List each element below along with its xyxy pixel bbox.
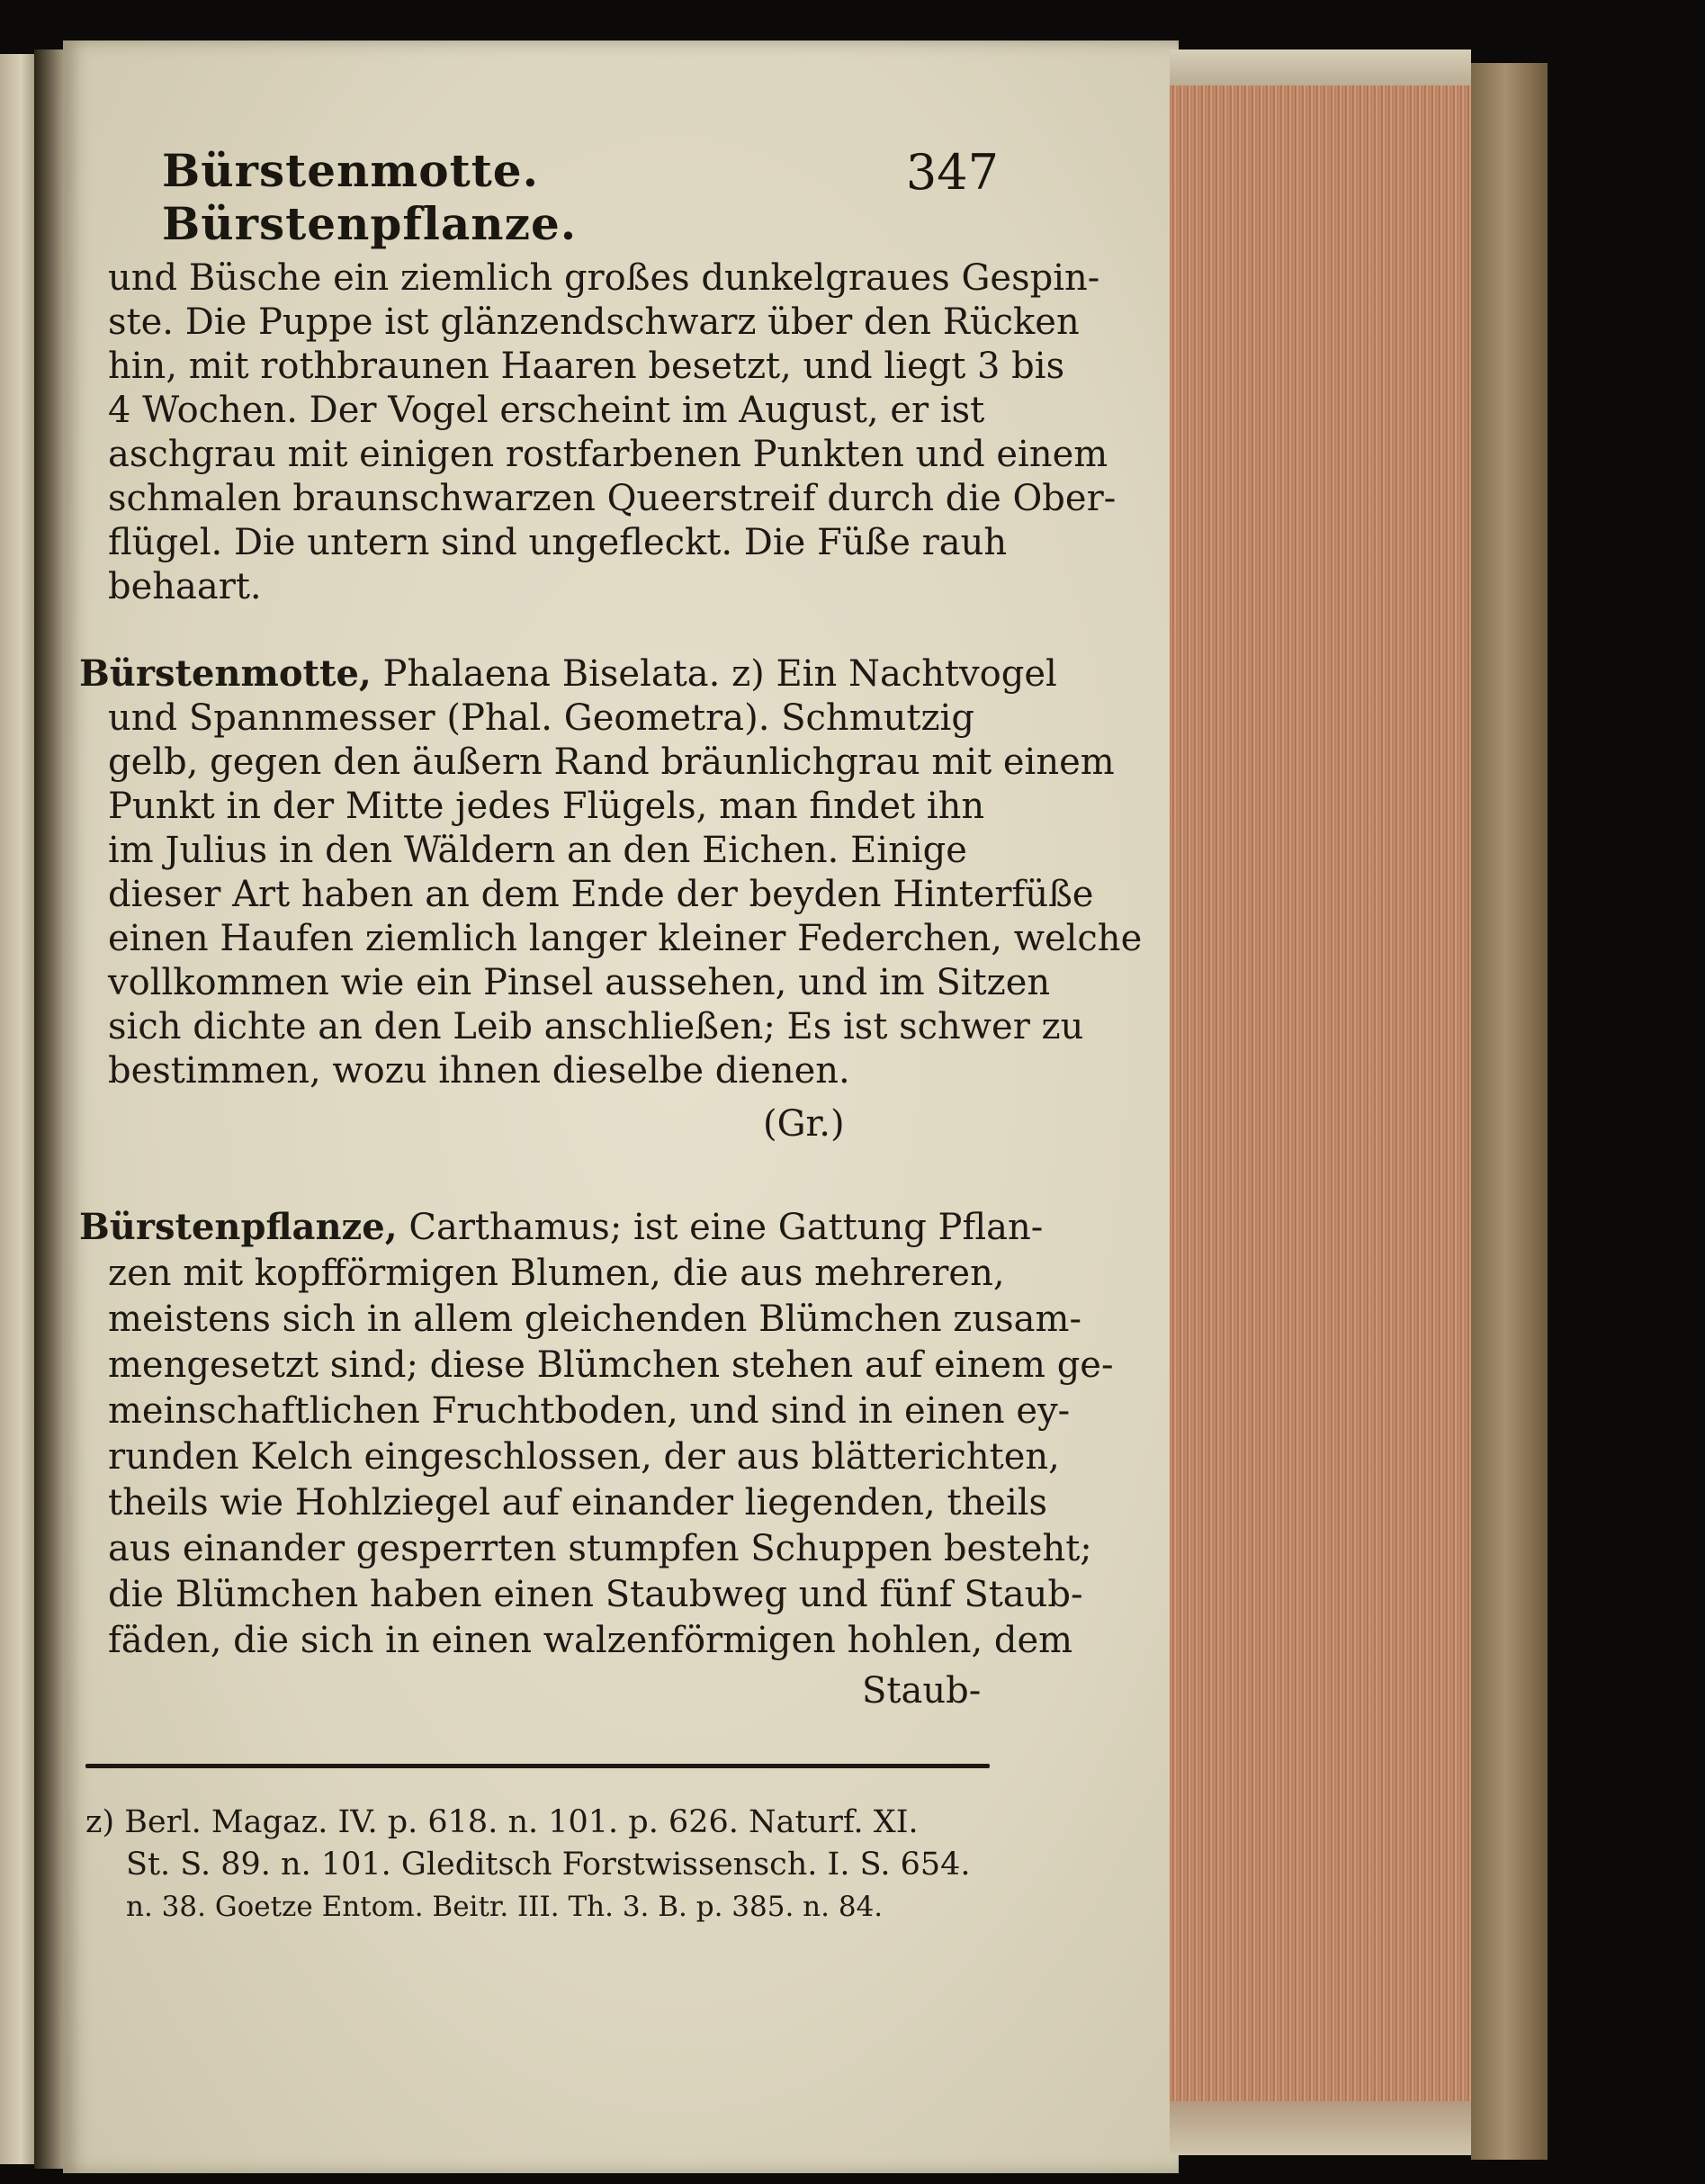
text-line: aschgrau mit einigen rostfarbenen Punkten und einem xyxy=(108,434,1108,475)
text-line: theils wie Hohlziegel auf einander liegenden, theils xyxy=(108,1482,1048,1523)
text-line: die Blümchen haben einen Staubweg und fünf Staub- xyxy=(108,1574,1083,1615)
header-right-title: Bürstenpflanze. xyxy=(162,197,578,250)
left-page-edge xyxy=(0,54,38,2164)
text-line: schmalen braunschwarzen Queerstreif durch die Ober- xyxy=(108,478,1117,519)
text-line: gelb, gegen den äußern Rand bräunlichgrau mit einem xyxy=(108,741,1115,783)
text-line: hin, mit rothbraunen Haaren besetzt, und liegt 3 bis xyxy=(108,346,1065,387)
text-line: meinschaftlichen Fruchtboden, und sind in einen ey- xyxy=(108,1390,1071,1432)
footnote-line: z) Berl. Magaz. IV. p. 618. n. 101. p. 626. Naturf. XI. xyxy=(85,1804,919,1840)
entry-first-line-text: Carthamus; ist eine Gattung Pflan- xyxy=(408,1207,1044,1248)
text-line: vollkommen wie ein Pinsel aussehen, und im Sitzen xyxy=(108,962,1051,1003)
footnote-rule xyxy=(85,1764,990,1768)
text-line: sich dichte an den Leib anschließen; Es ist schwer zu xyxy=(108,1006,1084,1047)
entry-first-line-text: Phalaena Biselata. z) Ein Nachtvogel xyxy=(382,653,1057,695)
text-line: fäden, die sich in einen walzenförmigen hohlen, dem xyxy=(108,1620,1073,1661)
text-line: flügel. Die untern sind ungefleckt. Die Füße rauh xyxy=(108,522,1008,563)
catchword: Staub- xyxy=(862,1670,982,1712)
running-header xyxy=(162,144,999,250)
page-number: 347 xyxy=(905,144,999,201)
book-gutter xyxy=(34,49,67,2169)
text-line: und Spannmesser (Phal. Geometra). Schmutzig xyxy=(108,697,974,739)
text-line: mengesetzt sind; diese Blümchen stehen auf einem ge- xyxy=(108,1344,1114,1386)
text-line: aus einander gesperrten stumpfen Schuppen besteht; xyxy=(108,1528,1092,1569)
text-line: runden Kelch eingeschlossen, der aus blätterichten, xyxy=(108,1436,1060,1478)
text-line: und Büsche ein ziemlich großes dunkelgraues Gespin- xyxy=(108,257,1100,299)
text-line: zen mit kopfförmigen Blumen, die aus mehreren, xyxy=(108,1253,1005,1294)
text-line: meistens sich in allem gleichenden Blümchen zusam- xyxy=(108,1299,1081,1340)
text-line: Punkt in der Mitte jedes Flügels, man findet ihn xyxy=(108,786,985,827)
text-line: dieser Art haben an dem Ende der beyden Hinterfüße xyxy=(108,874,1094,915)
entry-first-line xyxy=(79,1206,1043,1249)
text-line: ste. Die Puppe ist glänzendschwarz über den Rücken xyxy=(108,301,1080,343)
page-block-edge xyxy=(1170,49,1471,2155)
text-line: im Julius in den Wäldern an den Eichen. Einige xyxy=(108,830,967,871)
footnote-line: St. S. 89. n. 101. Gleditsch Forstwissensch. I. S. 654. xyxy=(126,1847,971,1883)
text-line: einen Haufen ziemlich langer kleiner Federchen, welche xyxy=(108,918,1143,959)
text-line: bestimmen, wozu ihnen dieselbe dienen. xyxy=(108,1050,850,1092)
author-signature: (Gr.) xyxy=(763,1103,845,1145)
footnote-line: n. 38. Goetze Entom. Beitr. III. Th. 3. B. p. 385. n. 84. xyxy=(126,1891,884,1923)
text-line: 4 Wochen. Der Vogel erscheint im August, er ist xyxy=(108,390,985,431)
entry-lemma: Bürstenmotte, xyxy=(79,652,372,695)
book-cover xyxy=(1471,63,1548,2160)
header-left-title: Bürstenmotte. xyxy=(162,144,540,197)
text-line: behaart. xyxy=(108,566,262,607)
header-titles xyxy=(162,144,999,250)
entry-lemma: Bürstenpflanze, xyxy=(79,1206,398,1248)
entry-first-line xyxy=(79,652,1057,696)
